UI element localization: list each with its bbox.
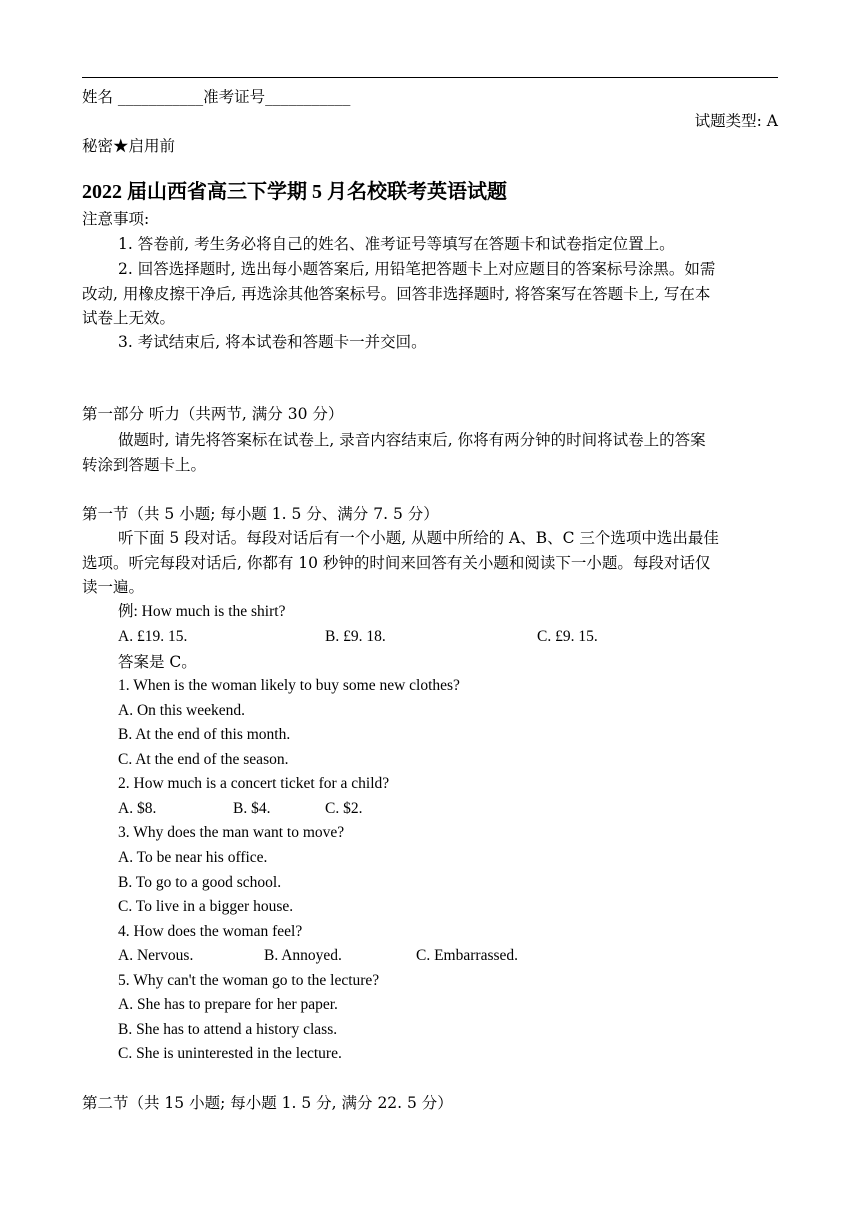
- part1-intro-cont: 转涂到答题卡上。: [82, 456, 207, 474]
- notice-heading: 注意事项:: [82, 210, 150, 228]
- paper-type: 试题类型: A: [694, 112, 778, 130]
- top-rule: [82, 77, 778, 78]
- section1-intro-cont: 读一遍。: [82, 578, 145, 596]
- q3-option-a: A. To be near his office.: [118, 849, 268, 866]
- part1-intro: 做题时, 请先将答案标在试卷上, 录音内容结束后, 你将有两分钟的时间将试卷上的答案: [118, 431, 706, 449]
- notice-item-1: 1. 答卷前, 考生务必将自己的姓名、准考证号等填写在答题卡和试卷指定位置上。: [118, 235, 675, 253]
- example-answer: 答案是 C。: [118, 653, 197, 671]
- section2-heading: 第二节（共 15 小题; 每小题 1. 5 分, 满分 22. 5 分）: [82, 1094, 453, 1112]
- part1-heading: 第一部分 听力（共两节, 满分 30 分）: [82, 405, 344, 423]
- example-option-a: A. £19. 15.: [118, 628, 188, 645]
- notice-item-3: 3. 考试结束后, 将本试卷和答题卡一并交回。: [118, 333, 427, 351]
- q4-option-b: B. Annoyed.: [264, 947, 342, 964]
- question-4: 4. How does the woman feel?: [118, 923, 303, 940]
- q3-option-c: C. To live in a bigger house.: [118, 898, 294, 915]
- example-option-b: B. £9. 18.: [325, 628, 386, 645]
- notice-item-2-cont: 改动, 用橡皮擦干净后, 再选涂其他答案标号。回答非选择题时, 将答案写在答题卡上, 写在本: [82, 285, 711, 303]
- q2-option-c: C. $2.: [325, 800, 363, 817]
- q4-option-a: A. Nervous.: [118, 947, 194, 964]
- question-2: 2. How much is a concert ticket for a child?: [118, 775, 390, 792]
- notice-item-2: 2. 回答选择题时, 选出每小题答案后, 用铅笔把答题卡上对应题目的答案标号涂黑。如需: [118, 260, 716, 278]
- example-question: 例: How much is the shirt?: [118, 603, 286, 620]
- notice-item-2-cont: 试卷上无效。: [82, 309, 176, 327]
- section1-intro-cont: 选项。听完每段对话后, 你都有 10 秒钟的时间来回答有关小题和阅读下一小题。每段对话仅: [82, 554, 711, 572]
- q2-option-b: B. $4.: [233, 800, 271, 817]
- q1-option-a: A. On this weekend.: [118, 702, 245, 719]
- q2-option-a: A. $8.: [118, 800, 157, 817]
- q3-option-b: B. To go to a good school.: [118, 874, 282, 891]
- question-1: 1. When is the woman likely to buy some new clothes?: [118, 677, 460, 694]
- q5-option-a: A. She has to prepare for her paper.: [118, 996, 338, 1013]
- q1-option-b: B. At the end of this month.: [118, 726, 291, 743]
- question-3: 3. Why does the man want to move?: [118, 824, 345, 841]
- section1-heading: 第一节（共 5 小题; 每小题 1. 5 分、满分 7. 5 分）: [82, 505, 439, 523]
- q5-option-b: B. She has to attend a history class.: [118, 1021, 338, 1038]
- name-id-line: 姓名 ___________准考证号___________: [82, 88, 351, 106]
- section1-intro: 听下面 5 段对话。每段对话后有一个小题, 从题中所给的 A、B、C 三个选项中选出最佳: [118, 529, 719, 547]
- q1-option-c: C. At the end of the season.: [118, 751, 289, 768]
- exam-title: 2022 届山西省高三下学期 5 月名校联考英语试题: [82, 181, 507, 203]
- question-5: 5. Why can't the woman go to the lecture?: [118, 972, 380, 989]
- example-option-c: C. £9. 15.: [537, 628, 598, 645]
- q4-option-c: C. Embarrassed.: [416, 947, 519, 964]
- secret-mark: 秘密★启用前: [82, 137, 176, 155]
- q5-option-c: C. She is uninterested in the lecture.: [118, 1045, 342, 1062]
